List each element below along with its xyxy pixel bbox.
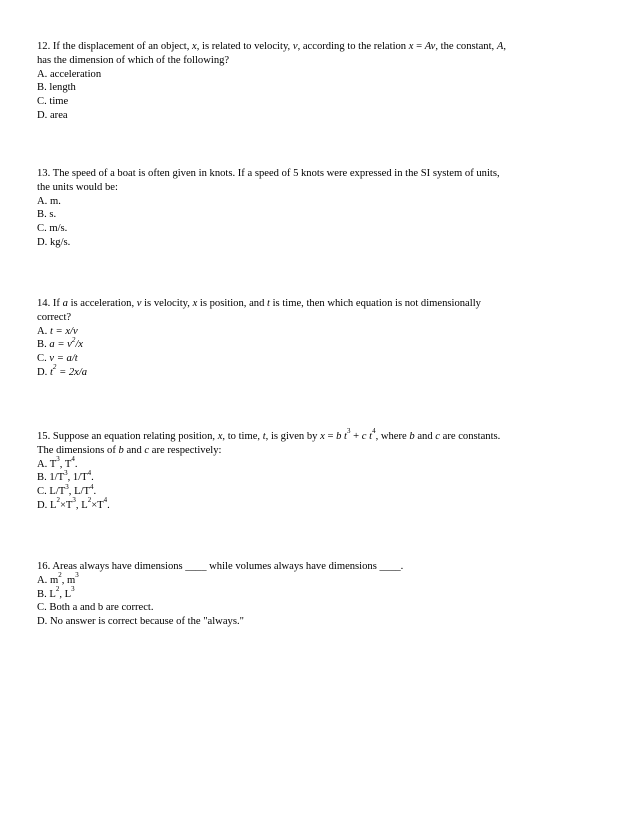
text-part: is time, then which equation is not dimensionally bbox=[269, 298, 481, 309]
option-part: . bbox=[93, 486, 97, 498]
option-b[interactable] bbox=[37, 208, 597, 222]
option-part: . bbox=[107, 499, 110, 511]
option-part: , L bbox=[59, 588, 72, 600]
var-x: x bbox=[320, 431, 325, 442]
text-part: The dimensions of bbox=[37, 444, 119, 456]
var-av: Av bbox=[424, 41, 436, 52]
exponent: 3 bbox=[72, 496, 76, 505]
exponent: 2 bbox=[58, 571, 62, 580]
question-15 bbox=[37, 427, 597, 513]
option-letter: B. bbox=[37, 472, 47, 484]
option-c[interactable] bbox=[37, 352, 597, 366]
option-c[interactable] bbox=[37, 482, 597, 499]
equation-part: t bbox=[49, 366, 53, 378]
option-text: Both a and b are correct. bbox=[49, 602, 154, 614]
var-b: b bbox=[409, 431, 415, 442]
exponent: 2 bbox=[52, 363, 57, 372]
option-letter: A. bbox=[37, 574, 48, 586]
question-12 bbox=[37, 40, 597, 123]
text-part: If the displacement of an object, bbox=[52, 41, 193, 52]
var-x: x bbox=[192, 298, 198, 309]
text-part: is acceleration, bbox=[67, 298, 137, 309]
question-number: 16. bbox=[37, 561, 51, 572]
var-x: x bbox=[192, 41, 197, 52]
var-t: t bbox=[267, 298, 270, 309]
option-letter: A. bbox=[37, 325, 48, 337]
option-text: s. bbox=[49, 209, 57, 221]
text-part: If bbox=[52, 298, 63, 309]
exponent: 2 bbox=[87, 496, 92, 505]
option-c[interactable] bbox=[37, 222, 597, 236]
exponent: 4 bbox=[372, 427, 376, 436]
question-15-text bbox=[37, 427, 597, 444]
option-c[interactable] bbox=[37, 601, 597, 615]
question-number: 15. bbox=[37, 431, 51, 442]
var-v: v bbox=[136, 298, 142, 309]
option-part: T bbox=[49, 458, 57, 470]
equation-part: a = v bbox=[49, 339, 72, 351]
option-letter: B. bbox=[37, 588, 47, 600]
text-part: , to time, bbox=[222, 431, 263, 442]
option-d[interactable] bbox=[37, 496, 597, 513]
option-letter: D. bbox=[37, 109, 48, 121]
question-14-text-line2: correct? bbox=[37, 311, 72, 323]
option-letter: D. bbox=[37, 499, 48, 511]
option-letter: D. bbox=[37, 616, 48, 628]
option-part: , m bbox=[61, 574, 76, 586]
var-c: c bbox=[435, 431, 440, 442]
var-a: a bbox=[62, 298, 68, 309]
exponent: 3 bbox=[346, 427, 351, 436]
option-a[interactable] bbox=[37, 455, 597, 472]
text-part: and bbox=[414, 431, 436, 442]
text-part: Suppose an equation relating position, bbox=[52, 431, 218, 442]
option-part: . bbox=[91, 472, 94, 484]
option-letter: C. bbox=[37, 602, 47, 614]
var-ct: c t bbox=[361, 431, 373, 442]
option-letter: B. bbox=[37, 209, 47, 221]
option-a[interactable] bbox=[37, 571, 597, 588]
text-part: and bbox=[123, 444, 145, 456]
var-v: v bbox=[292, 41, 298, 52]
text-part: = bbox=[324, 431, 337, 442]
question-number: 13. bbox=[37, 168, 51, 179]
option-letter: C. bbox=[37, 486, 47, 498]
text-part: The speed of a boat is often given in knots. If a speed of 5 knots were expressed in the SI system of units, bbox=[52, 168, 500, 179]
text-part: are constants. bbox=[439, 431, 501, 442]
option-b[interactable] bbox=[37, 81, 597, 95]
option-part: , L bbox=[75, 499, 88, 511]
option-text: No answer is correct because of the "always." bbox=[49, 616, 244, 628]
option-d[interactable] bbox=[37, 109, 597, 123]
option-a[interactable] bbox=[37, 195, 597, 209]
option-letter: A. bbox=[37, 195, 48, 207]
question-12-text bbox=[37, 40, 597, 54]
option-part: , T bbox=[59, 458, 72, 470]
question-number: 12. bbox=[37, 41, 51, 52]
option-letter: B. bbox=[37, 339, 47, 351]
exponent: 2 bbox=[55, 585, 60, 594]
option-text: m/s. bbox=[49, 223, 68, 235]
exponent: 3 bbox=[71, 585, 75, 594]
exponent: 3 bbox=[75, 571, 79, 580]
option-c[interactable] bbox=[37, 95, 597, 109]
option-part: 1/T bbox=[49, 472, 65, 484]
exponent: 3 bbox=[56, 455, 60, 464]
option-text: acceleration bbox=[49, 68, 102, 80]
option-d[interactable] bbox=[37, 363, 597, 380]
question-13-text bbox=[37, 167, 597, 181]
option-letter: C. bbox=[37, 223, 47, 235]
option-equation: v = a/t bbox=[49, 353, 78, 365]
option-b[interactable] bbox=[37, 468, 597, 485]
option-letter: A. bbox=[37, 68, 48, 80]
option-text: length bbox=[49, 82, 76, 94]
var-b: b bbox=[118, 444, 124, 456]
text-part: , according to the relation bbox=[297, 41, 409, 52]
option-letter: C. bbox=[37, 353, 47, 365]
option-equation: t = x/v bbox=[49, 325, 78, 337]
option-part: L bbox=[49, 588, 56, 600]
text-part: = bbox=[413, 41, 425, 52]
option-letter: D. bbox=[37, 236, 48, 248]
text-part: , bbox=[503, 41, 506, 52]
question-14 bbox=[37, 297, 597, 380]
exponent: 4 bbox=[103, 496, 108, 505]
question-16-text bbox=[37, 560, 597, 574]
option-part: , L/T bbox=[68, 486, 90, 498]
option-text: time bbox=[49, 96, 69, 108]
option-text: kg/s. bbox=[49, 236, 71, 248]
option-letter: B. bbox=[37, 82, 47, 94]
option-part: ×T bbox=[59, 499, 73, 511]
text-part: are respectively: bbox=[149, 444, 222, 456]
option-a[interactable] bbox=[37, 325, 597, 339]
option-part: L/T bbox=[49, 486, 66, 498]
equation-part: /x bbox=[75, 339, 83, 351]
text-part: , is given by bbox=[265, 431, 321, 442]
option-letter: D. bbox=[37, 366, 48, 378]
var-x: x bbox=[217, 431, 223, 442]
question-12-text-line2: has the dimension of which of the following? bbox=[37, 54, 230, 66]
exponent: 2 bbox=[71, 335, 76, 344]
exponent: 3 bbox=[65, 482, 69, 491]
question-number: 14. bbox=[37, 298, 51, 309]
exponent: 4 bbox=[87, 468, 92, 477]
exponent: 4 bbox=[71, 455, 75, 464]
var-t: t bbox=[262, 431, 266, 442]
option-part: ×T bbox=[91, 499, 104, 511]
question-16 bbox=[37, 560, 597, 629]
option-a[interactable] bbox=[37, 68, 597, 82]
text-part: Areas always have dimensions ____ while volumes always have dimensions ____. bbox=[52, 561, 404, 572]
option-text: area bbox=[49, 109, 68, 121]
option-equation bbox=[49, 335, 83, 351]
var-x: x bbox=[408, 41, 414, 52]
option-d[interactable] bbox=[37, 236, 597, 250]
var-c: c bbox=[144, 444, 150, 456]
var-a: A bbox=[496, 41, 504, 52]
question-13-text-line2: the units would be: bbox=[37, 181, 118, 193]
option-b[interactable] bbox=[37, 585, 597, 602]
option-letter: A. bbox=[37, 458, 48, 470]
question-14-text bbox=[37, 297, 597, 311]
text-part: , is related to velocity, bbox=[196, 41, 293, 52]
text-part: , the constant, bbox=[435, 41, 497, 52]
text-part: + bbox=[350, 431, 362, 442]
exponent: 4 bbox=[89, 482, 94, 491]
option-part: , 1/T bbox=[67, 472, 88, 484]
equation-part: = 2x/a bbox=[56, 366, 88, 378]
exponent: 3 bbox=[64, 468, 68, 477]
option-d[interactable] bbox=[37, 615, 597, 629]
option-b[interactable] bbox=[37, 335, 597, 352]
question-15-text-line2 bbox=[37, 444, 597, 458]
option-part: L bbox=[49, 499, 57, 511]
option-text: m. bbox=[49, 195, 61, 207]
question-13 bbox=[37, 167, 597, 250]
var-bt: b t bbox=[336, 431, 347, 442]
text-part: is position, and bbox=[197, 298, 268, 309]
option-part: . bbox=[74, 458, 78, 470]
text-part: , where bbox=[375, 431, 410, 442]
option-letter: C. bbox=[37, 96, 47, 108]
option-equation bbox=[49, 363, 88, 378]
option-part: m bbox=[49, 574, 59, 586]
exponent: 2 bbox=[56, 496, 60, 505]
text-part: is velocity, bbox=[141, 298, 193, 309]
